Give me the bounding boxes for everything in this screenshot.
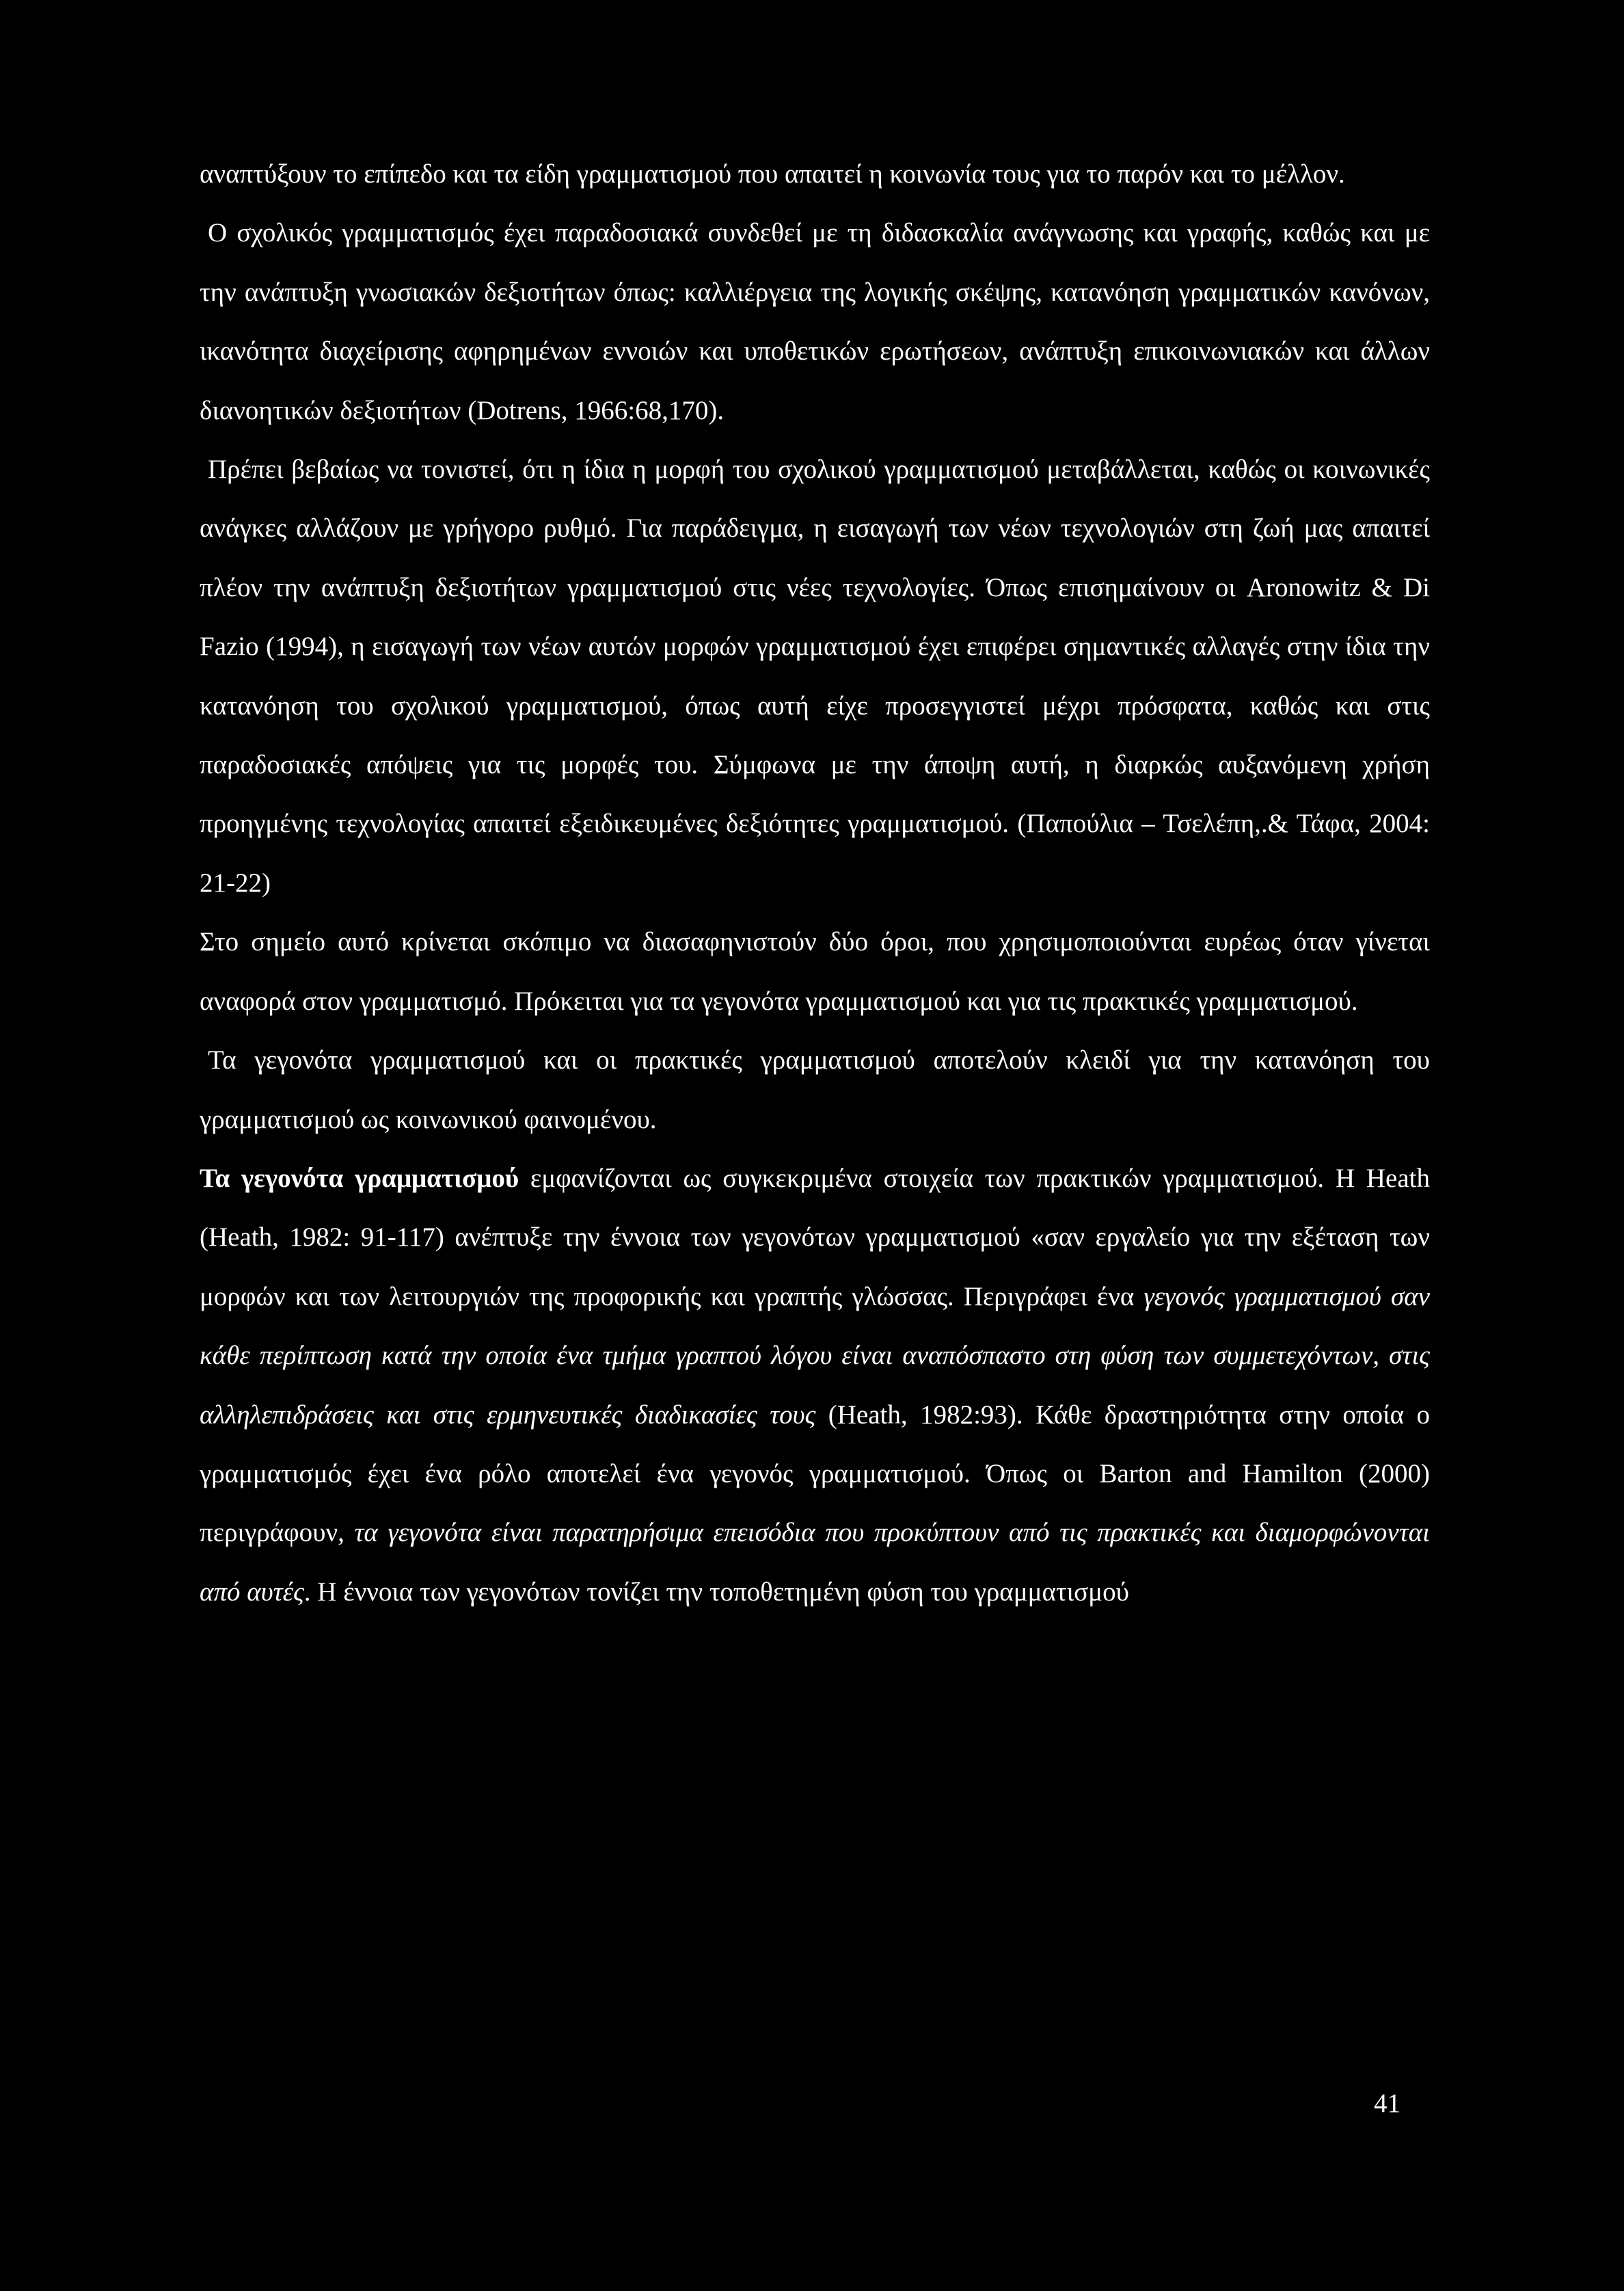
- paragraph: [200, 145, 1430, 204]
- paragraph-text: Στο σημείο αυτό κρίνεται σκόπιμο να διασαφηνιστούν δύο όροι, που χρησιμοποιούνται ευρέως όταν γίνεται αναφορά στον γραμματισμό. Πρόκειται για τα γεγονότα γραμματισμού και για τις πρακτικές γραμματισμού.: [200, 927, 1430, 1016]
- paragraph: [200, 204, 1430, 440]
- paragraph: [200, 1031, 1430, 1149]
- paragraph-text: εμφανίζονται ως συγκεκριμένα στοιχεία των πρακτικών γραμματισμού. Η Heath (Heath, 1982: 91-117) ανέπτυξε την έννοια των γεγονότων γραμματισμού «σαν εργαλείο για την εξέταση των μορφών και των λειτουργιών της προφορικής και γραπτής γλώσσας. Περιγράφει ένα: [200, 1163, 1430, 1311]
- bold-term: Τα γεγονότα γραμματισμού: [200, 1163, 519, 1193]
- italic-quote: τα γεγονότα είναι παρατηρήσιμα επεισόδια που προκύπτουν από τις πρακτικές και διαμορφώνονται από αυτές: [200, 1518, 1431, 1607]
- paragraph: [200, 440, 1430, 913]
- paragraph: [200, 913, 1430, 1031]
- paragraph: [200, 1149, 1430, 1622]
- paragraph-text: Τα γεγονότα γραμματισμού και οι πρακτικές γραμματισμού αποτελούν κλειδί για την κατανόηση του γραμματισμού ως κοινωνικού φαινομένου.: [200, 1045, 1430, 1134]
- paragraph-text: (Heath, 1982:93). Κάθε δραστηριότητα στην οποία ο γραμματισμός έχει ένα ρόλο αποτελεί ένα γεγονός γραμματισμού. Όπως οι Barton and Hamilton (2000) περιγράφουν,: [200, 1399, 1430, 1548]
- paragraph-text: Ο σχολικός γραμματισμός έχει παραδοσιακά συνδεθεί με τη διδασκαλία ανάγνωσης και γραφής, καθώς και με την ανάπτυξη γνωσιακών δεξιοτήτων όπως: καλλιέργεια της λογικής σκέψης, κατανόηση γραμματικών κανόνων, ικανότητα διαχείρισης αφηρημένων εννοιών και υποθετικών ερωτήσεων, ανάπτυξη επικοινωνιακών και άλλων διανοητικών δεξιοτήτων (Dotrens, 1966:68,170).: [200, 218, 1430, 425]
- paragraph-text: αναπτύξουν το επίπεδο και τα είδη γραμματισμού που απαιτεί η κοινωνία τους για το παρόν και το μέλλον.: [200, 159, 1345, 189]
- document-body: [200, 145, 1430, 1622]
- page-number: 41: [1374, 2089, 1400, 2118]
- paragraph-text: Πρέπει βεβαίως να τονιστεί, ότι η ίδια η μορφή του σχολικού γραμματισμού μεταβάλλεται, καθώς οι κοινωνικές ανάγκες αλλάζουν με γρήγορο ρυθμό. Για παράδειγμα, η εισαγωγή των νέων τεχνολογιών στη ζωή μας απαιτεί πλέον την ανάπτυξη δεξιοτήτων γραμματισμού στις νέες τεχνολογίες. Όπως επισημαίνουν οι Aronowitz & Di Fazio (1994), η εισαγωγή των νέων αυτών μορφών γραμματισμού έχει επιφέρει σημαντικές αλλαγές στην ίδια την κατανόηση του σχολικού γραμματισμού, όπως αυτή είχε προσεγγιστεί μέχρι πρόσφατα, καθώς και στις παραδοσιακές απόψεις για τις μορφές του. Σύμφωνα με την άποψη αυτή, η διαρκώς αυξανόμενη χρήση προηγμένης τεχνολογίας απαιτεί εξειδικευμένες δεξιότητες γραμματισμού. (Παπούλια – Τσελέπη,.& Τάφα, 2004: 21-22): [200, 455, 1430, 898]
- italic-quote: γεγονός γραμματισμού σαν κάθε περίπτωση κατά την οποία ένα τμήμα γραπτού λόγου είναι αναπόσπαστο στη φύση των συμμετεχόντων, στις αλληλεπιδράσεις και στις ερμηνευτικές διαδικασίες τους: [200, 1281, 1430, 1430]
- paragraph-text: . Η έννοια των γεγονότων τονίζει την τοποθετημένη φύση του γραμματισμού: [303, 1577, 1129, 1607]
